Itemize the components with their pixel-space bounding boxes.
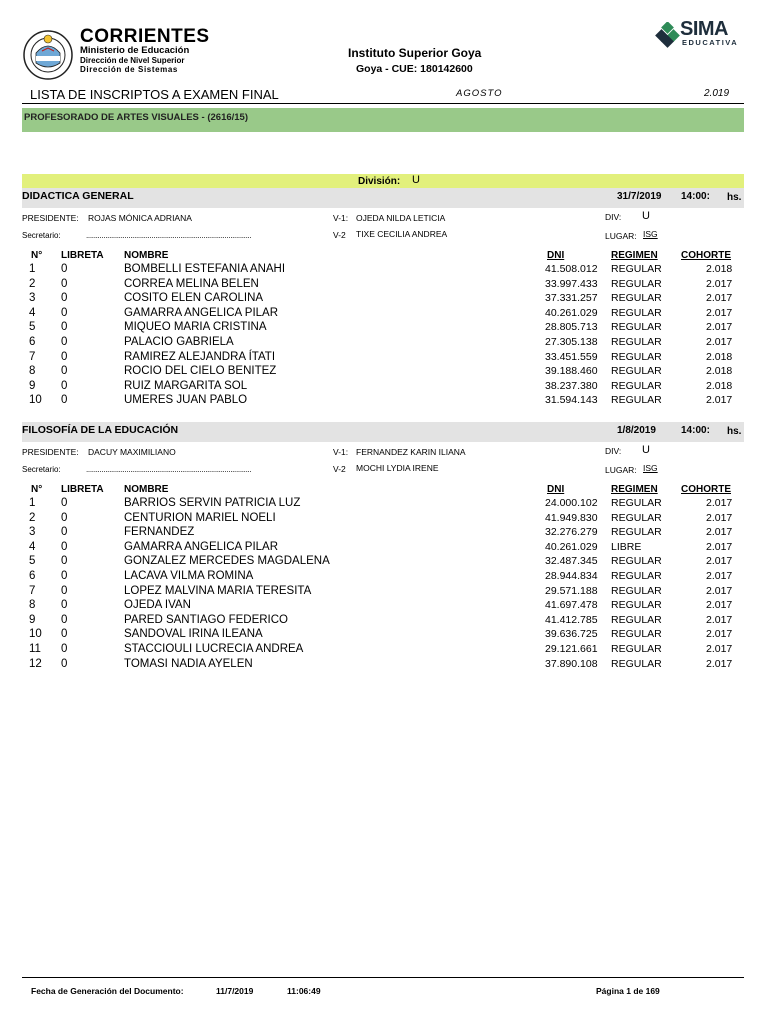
row-nombre: RUIZ MARGARITA SOL xyxy=(124,379,248,392)
institute-name: Instituto Superior Goya xyxy=(348,46,482,60)
col-nombre: NOMBRE xyxy=(124,484,169,495)
row-regimen: REGULAR xyxy=(611,526,662,539)
direction-superior: Dirección de Nivel Superior xyxy=(80,56,185,65)
row-regimen: REGULAR xyxy=(611,628,662,641)
row-libreta: 0 xyxy=(61,321,68,334)
row-cohorte: 2.017 xyxy=(706,584,733,597)
row-number: 11 xyxy=(29,643,41,655)
row-dni: 24.000.102 xyxy=(545,497,598,509)
row-nombre: FERNANDEZ xyxy=(124,526,195,539)
row-libreta: 0 xyxy=(61,306,68,319)
row-libreta: 0 xyxy=(61,628,68,641)
row-cohorte: 2.018 xyxy=(706,263,733,275)
row-regimen: REGULAR xyxy=(611,511,662,524)
row-number: 10 xyxy=(29,394,42,407)
footer-page: Página 1 de 169 xyxy=(596,986,660,996)
row-regimen: REGULAR xyxy=(611,497,662,509)
row-cohorte: 2.018 xyxy=(706,350,733,363)
row-number: 12 xyxy=(29,657,42,670)
row-libreta: 0 xyxy=(61,599,68,612)
row-libreta: 0 xyxy=(61,263,68,275)
row-libreta: 0 xyxy=(61,613,68,626)
lugar-label: LUGAR: xyxy=(605,231,637,241)
footer-date: 11/7/2019 xyxy=(216,986,254,996)
footer-label: Fecha de Generación del Documento: xyxy=(31,986,184,996)
row-regimen: REGULAR xyxy=(611,292,662,305)
row-number: 5 xyxy=(29,321,36,334)
row-number: 9 xyxy=(29,379,36,392)
row-regimen: REGULAR xyxy=(611,365,662,378)
row-regimen: REGULAR xyxy=(611,306,662,319)
institute-cue: Goya - CUE: 180142600 xyxy=(356,63,473,75)
row-libreta: 0 xyxy=(61,584,68,597)
row-dni: 41.412.785 xyxy=(545,613,598,626)
career-name: PROFESORADO DE ARTES VISUALES - (2616/15) xyxy=(24,112,249,123)
row-number: 8 xyxy=(29,599,36,612)
vocal1-name: OJEDA NILDA LETICIA xyxy=(356,213,446,223)
row-nombre: BOMBELLI ESTEFANIA ANAHI xyxy=(124,263,286,275)
table-row xyxy=(0,658,768,673)
row-cohorte: 2.017 xyxy=(706,540,733,553)
row-cohorte: 2.018 xyxy=(706,379,733,392)
table-row xyxy=(0,321,768,336)
secretario-label: Secretario: xyxy=(22,465,61,474)
col-regimen: REGIMEN xyxy=(611,250,658,261)
table-row xyxy=(0,278,768,293)
row-libreta: 0 xyxy=(61,555,68,568)
row-nombre: GONZALEZ MERCEDES MAGDALENA xyxy=(124,555,330,568)
row-regimen: REGULAR xyxy=(611,321,662,334)
row-dni: 27.305.138 xyxy=(545,336,598,348)
row-nombre: STACCIOULI LUCRECIA ANDREA xyxy=(124,643,304,655)
brand-title: CORRIENTES xyxy=(80,26,210,47)
subject-hs-label: hs. xyxy=(727,192,742,203)
row-regimen: REGULAR xyxy=(611,394,662,407)
table-row xyxy=(0,585,768,600)
row-libreta: 0 xyxy=(61,540,68,553)
row-nombre: CENTURION MARIEL NOELI xyxy=(124,511,276,524)
row-regimen: REGULAR xyxy=(611,643,662,655)
row-dni: 32.276.279 xyxy=(545,526,598,539)
row-libreta: 0 xyxy=(61,277,68,290)
row-number: 2 xyxy=(29,277,36,290)
table-row xyxy=(0,263,768,278)
row-cohorte: 2.017 xyxy=(706,657,733,670)
col-dni: DNI xyxy=(547,484,565,495)
row-dni: 29.571.188 xyxy=(545,584,598,597)
row-dni: 29.121.661 xyxy=(545,643,598,655)
table-row xyxy=(0,365,768,380)
row-nombre: BARRIOS SERVIN PATRICIA LUZ xyxy=(124,497,301,509)
row-regimen: REGULAR xyxy=(611,555,662,568)
table-row xyxy=(0,394,768,409)
presidente-label: PRESIDENTE: xyxy=(22,447,79,457)
row-cohorte: 2.017 xyxy=(706,526,733,539)
row-number: 4 xyxy=(29,540,36,553)
row-cohorte: 2.017 xyxy=(706,511,733,524)
row-number: 10 xyxy=(29,628,42,641)
row-dni: 28.805.713 xyxy=(545,321,598,334)
subject-time: 14:00: xyxy=(681,425,710,436)
row-nombre: SANDOVAL IRINA ILEANA xyxy=(124,628,263,641)
row-cohorte: 2.017 xyxy=(706,599,733,612)
col-dni: DNI xyxy=(547,250,565,261)
row-regimen: REGULAR xyxy=(611,379,662,392)
table-row xyxy=(0,380,768,395)
table-row xyxy=(0,541,768,556)
row-libreta: 0 xyxy=(61,365,68,378)
division-label: División: xyxy=(358,176,401,187)
subject-name: DIDACTICA GENERAL xyxy=(22,190,134,202)
table-row xyxy=(0,555,768,570)
row-nombre: PALACIO GABRIELA xyxy=(124,336,234,348)
division-value: U xyxy=(412,174,420,186)
table-row xyxy=(0,497,768,512)
table-row xyxy=(0,512,768,527)
row-libreta: 0 xyxy=(61,643,68,655)
row-dni: 37.331.257 xyxy=(545,292,598,305)
row-nombre: UMERES JUAN PABLO xyxy=(124,394,248,407)
exam-month: AGOSTO xyxy=(456,88,503,99)
ministry-name: Ministerio de Educación xyxy=(80,45,190,56)
row-regimen: REGULAR xyxy=(611,336,662,348)
row-dni: 33.451.559 xyxy=(545,350,598,363)
vocal2-name: MOCHI LYDIA IRENE xyxy=(356,463,439,473)
table-row xyxy=(0,336,768,351)
row-regimen: LIBRE xyxy=(611,540,642,553)
vocal1-label: V-1: xyxy=(333,213,349,223)
row-regimen: REGULAR xyxy=(611,350,662,363)
sima-logo-text: SIMA xyxy=(680,18,728,40)
row-number: 4 xyxy=(29,306,36,319)
subject-date: 31/7/2019 xyxy=(617,191,662,202)
col-cohorte: COHORTE xyxy=(681,484,731,495)
row-number: 3 xyxy=(29,526,36,539)
presidente-name: DACUY MAXIMILIANO xyxy=(88,447,176,457)
row-libreta: 0 xyxy=(61,394,68,407)
subject-name: FILOSOFÍA DE LA EDUCACIÓN xyxy=(22,424,179,436)
row-regimen: REGULAR xyxy=(611,613,662,626)
row-dni: 38.237.380 xyxy=(545,379,598,392)
row-dni: 40.261.029 xyxy=(545,540,598,553)
secretario-label: Secretario: xyxy=(22,231,61,240)
vocal2-name: TIXE CECILIA ANDREA xyxy=(356,229,448,239)
table-row xyxy=(0,643,768,658)
row-cohorte: 2.017 xyxy=(706,306,733,319)
table-row xyxy=(0,599,768,614)
table-row xyxy=(0,307,768,322)
row-cohorte: 2.017 xyxy=(706,394,733,407)
row-cohorte: 2.017 xyxy=(706,570,733,582)
secretario-line: ...................................................................................... xyxy=(86,231,252,240)
row-cohorte: 2.017 xyxy=(706,555,733,568)
row-number: 7 xyxy=(29,350,36,363)
col-nombre: NOMBRE xyxy=(124,250,169,261)
row-number: 2 xyxy=(29,511,36,524)
footer-time: 11:06:49 xyxy=(287,986,321,996)
row-cohorte: 2.017 xyxy=(706,277,733,290)
row-nombre: CORREA MELINA BELEN xyxy=(124,277,259,290)
row-number: 1 xyxy=(29,263,36,275)
row-cohorte: 2.017 xyxy=(706,292,733,305)
row-dni: 41.949.830 xyxy=(545,511,598,524)
row-number: 9 xyxy=(29,613,36,626)
vocal2-label: V-2 xyxy=(333,464,346,474)
row-libreta: 0 xyxy=(61,511,68,524)
vocal1-name: FERNANDEZ KARIN ILIANA xyxy=(356,447,466,457)
col-regimen: REGIMEN xyxy=(611,484,658,495)
row-dni: 41.508.012 xyxy=(545,263,598,275)
row-number: 1 xyxy=(29,497,36,509)
lugar-label: LUGAR: xyxy=(605,465,637,475)
table-row xyxy=(0,292,768,307)
col-cohorte: COHORTE xyxy=(681,250,731,261)
table-row xyxy=(0,526,768,541)
row-libreta: 0 xyxy=(61,379,68,392)
div-value: U xyxy=(642,210,650,222)
row-dni: 28.944.834 xyxy=(545,570,598,582)
row-dni: 37.890.108 xyxy=(545,657,598,670)
row-dni: 39.188.460 xyxy=(545,365,598,378)
row-cohorte: 2.017 xyxy=(706,643,733,655)
row-regimen: REGULAR xyxy=(611,657,662,670)
row-regimen: REGULAR xyxy=(611,277,662,290)
table-row xyxy=(0,570,768,585)
row-cohorte: 2.017 xyxy=(706,628,733,641)
row-libreta: 0 xyxy=(61,570,68,582)
table-row xyxy=(0,351,768,366)
div-value: U xyxy=(642,444,650,456)
row-nombre: TOMASI NADIA AYELEN xyxy=(124,657,253,670)
presidente-name: ROJAS MÓNICA ADRIANA xyxy=(88,213,192,223)
row-number: 5 xyxy=(29,555,36,568)
row-number: 8 xyxy=(29,365,36,378)
row-libreta: 0 xyxy=(61,336,68,348)
row-libreta: 0 xyxy=(61,526,68,539)
document-title: LISTA DE INSCRIPTOS A EXAMEN FINAL xyxy=(30,87,279,102)
row-nombre: GAMARRA ANGELICA PILAR xyxy=(124,306,279,319)
subject-hs-label: hs. xyxy=(727,426,742,437)
row-regimen: REGULAR xyxy=(611,584,662,597)
row-cohorte: 2.017 xyxy=(706,321,733,334)
presidente-label: PRESIDENTE: xyxy=(22,213,79,223)
secretario-line: ...................................................................................... xyxy=(86,465,252,474)
col-number: N° xyxy=(31,250,43,261)
sima-diamond-icon xyxy=(654,22,680,48)
row-libreta: 0 xyxy=(61,292,68,305)
row-regimen: REGULAR xyxy=(611,570,662,582)
row-nombre: LOPEZ MALVINA MARIA TERESITA xyxy=(124,584,312,597)
row-number: 7 xyxy=(29,584,36,597)
row-libreta: 0 xyxy=(61,350,68,363)
row-number: 6 xyxy=(29,570,36,582)
col-libreta: LIBRETA xyxy=(61,484,104,495)
footer-divider xyxy=(22,977,744,978)
row-nombre: PARED SANTIAGO FEDERICO xyxy=(124,613,289,626)
col-number: N° xyxy=(31,484,43,495)
row-dni: 32.487.345 xyxy=(545,555,598,568)
row-libreta: 0 xyxy=(61,497,68,509)
row-dni: 31.594.143 xyxy=(545,394,598,407)
sima-logo-subtext: EDUCATIVA xyxy=(682,38,739,47)
row-nombre: MIQUEO MARIA CRISTINA xyxy=(124,321,267,334)
exam-year: 2.019 xyxy=(704,88,730,99)
direction-sistemas: Dirección de Sistemas xyxy=(80,65,178,74)
subject-date: 1/8/2019 xyxy=(617,425,656,436)
row-nombre: LACAVA VILMA ROMINA xyxy=(124,570,254,582)
row-nombre: RAMIREZ ALEJANDRA ÍTATI xyxy=(124,350,276,363)
lugar-value: ISG xyxy=(643,463,658,473)
row-number: 3 xyxy=(29,292,36,305)
row-nombre: COSITO ELEN CAROLINA xyxy=(124,292,264,305)
div-label: DIV: xyxy=(605,446,622,456)
header-divider xyxy=(22,103,744,104)
row-dni: 33.997.433 xyxy=(545,277,598,290)
row-cohorte: 2.018 xyxy=(706,365,733,378)
row-cohorte: 2.017 xyxy=(706,497,733,509)
row-nombre: ROCIO DEL CIELO BENITEZ xyxy=(124,365,277,378)
row-dni: 41.697.478 xyxy=(545,599,598,612)
col-libreta: LIBRETA xyxy=(61,250,104,261)
row-number: 6 xyxy=(29,336,36,348)
row-regimen: REGULAR xyxy=(611,599,662,612)
row-nombre: GAMARRA ANGELICA PILAR xyxy=(124,540,279,553)
row-regimen: REGULAR xyxy=(611,263,662,275)
table-row xyxy=(0,628,768,643)
vocal1-label: V-1: xyxy=(333,447,349,457)
row-cohorte: 2.017 xyxy=(706,613,733,626)
province-emblem-icon xyxy=(22,25,74,81)
vocal2-label: V-2 xyxy=(333,230,346,240)
row-cohorte: 2.017 xyxy=(706,336,733,348)
table-row xyxy=(0,614,768,629)
subject-time: 14:00: xyxy=(681,191,710,202)
row-nombre: OJEDA IVAN xyxy=(124,599,191,612)
lugar-value: ISG xyxy=(643,229,658,239)
div-label: DIV: xyxy=(605,212,622,222)
row-libreta: 0 xyxy=(61,657,68,670)
row-dni: 40.261.029 xyxy=(545,306,598,319)
row-dni: 39.636.725 xyxy=(545,628,598,641)
